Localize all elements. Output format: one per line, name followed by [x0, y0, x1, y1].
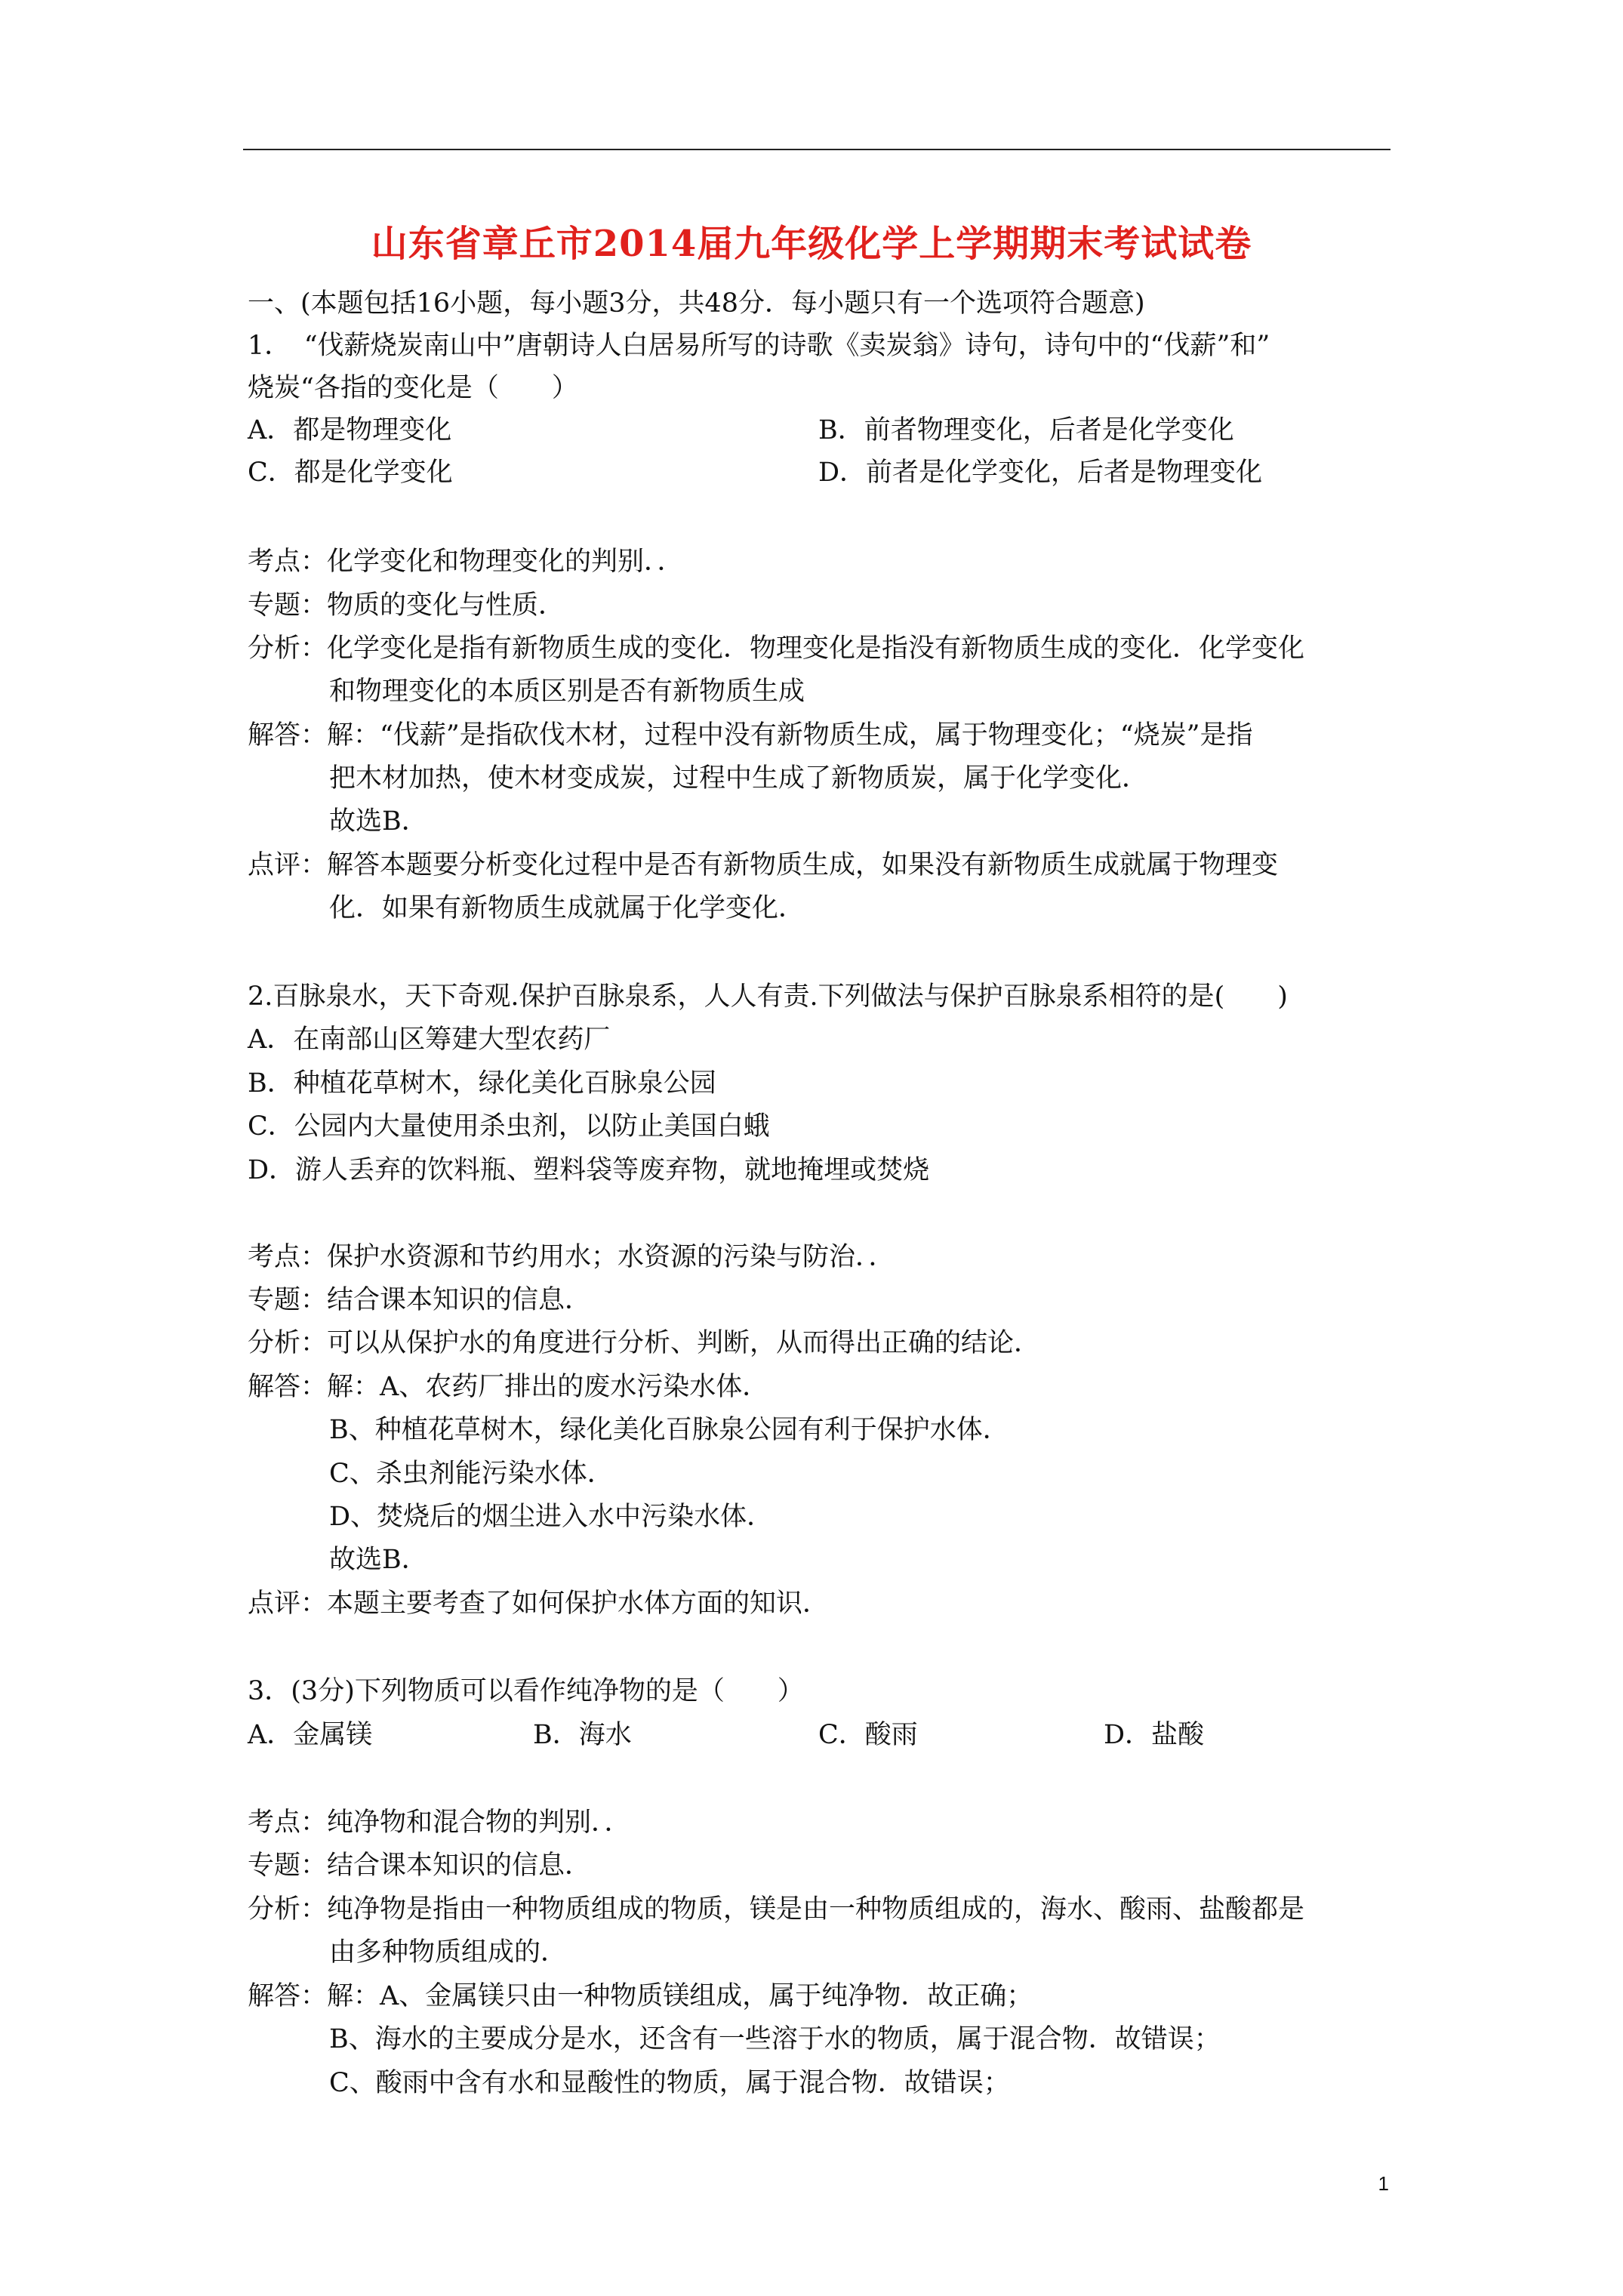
q3-kaodian: 考点：纯净物和混合物的判别．．	[248, 1808, 631, 1838]
q1-option-a: A．都是物理变化	[248, 415, 452, 445]
q3-option-d: D．盐酸	[1104, 1720, 1205, 1750]
q3-stem: 3．(3分)下列物质可以看作纯净物的是（ ）	[248, 1676, 804, 1706]
page-number: 1	[1378, 2172, 1389, 2195]
q2-zhuanti: 专题：结合课本知识的信息．	[248, 1285, 592, 1315]
q1-option-d: D．前者是化学变化，后者是物理变化	[818, 458, 1263, 488]
q1-option-b: B．前者物理变化，后者是化学变化	[818, 415, 1234, 445]
q3-option-b: B．海水	[533, 1720, 632, 1750]
q1-jieda-line1: 解答：解：“伐薪”是指砍伐木材，过程中没有新物质生成，属于物理变化；“烧炭”是指	[248, 720, 1253, 750]
q2-fenxi: 分析：可以从保护水的角度进行分析、判断，从而得出正确的结论．	[248, 1328, 1041, 1358]
q3-jieda-line3: C、酸雨中含有水和显酸性的物质，属于混合物．故错误；	[329, 2068, 1010, 2098]
q2-jieda-line3: C、杀虫剂能污染水体．	[329, 1459, 614, 1489]
q3-option-c: C．酸雨	[818, 1720, 918, 1750]
q1-dianping-line1: 点评：解答本题要分析变化过程中是否有新物质生成，如果没有新物质生成就属于物理变	[248, 850, 1279, 880]
q2-option-a: A．在南部山区筹建大型农药厂	[248, 1025, 611, 1055]
q3-zhuanti: 专题：结合课本知识的信息．	[248, 1851, 592, 1881]
q2-stem: 2.百脉泉水，天下奇观.保护百脉泉系，人人有责.下列做法与保护百脉泉系相符的是( )	[248, 982, 1288, 1012]
q1-option-c: C．都是化学变化	[248, 458, 453, 488]
q3-fenxi-line1: 分析：纯净物是指由一种物质组成的物质，镁是由一种物质组成的，海水、酸雨、盐酸都是	[248, 1894, 1305, 1925]
q1-jieda-line3: 故选B．	[329, 806, 428, 837]
q1-kaodian: 考点：化学变化和物理变化的判别．．	[248, 547, 684, 577]
q2-option-b: B．种植花草树木，绿化美化百脉泉公园	[248, 1068, 716, 1099]
q3-jieda-line1: 解答：解：A、金属镁只由一种物质镁组成，属于纯净物．故正确；	[248, 1981, 1033, 2011]
q1-stem-line1: 1． “伐薪烧炭南山中”唐朝诗人白居易所写的诗歌《卖炭翁》诗句，诗句中的“伐薪”和”	[248, 331, 1270, 361]
q3-fenxi-line2: 由多种物质组成的．	[329, 1937, 568, 1968]
q2-option-d: D．游人丢弃的饮料瓶、塑料袋等废弃物，就地掩埋或焚烧	[248, 1155, 930, 1185]
q2-jieda-line1: 解答：解：A、农药厂排出的废水污染水体．	[248, 1372, 769, 1402]
q1-jieda-line2: 把木材加热，使木材变成炭，过程中生成了新物质炭，属于化学变化．	[329, 763, 1149, 794]
q1-stem-line2: 烧炭“各指的变化是（ ）	[248, 373, 578, 403]
header-rule	[243, 149, 1390, 150]
q1-fenxi-line2: 和物理变化的本质区别是否有新物质生成	[329, 676, 805, 707]
q2-jieda-line4: D、焚烧后的烟尘进入水中污染水体．	[329, 1502, 774, 1532]
q3-jieda-line2: B、海水的主要成分是水，还含有一些溶于水的物质，属于混合物．故错误；	[329, 2024, 1221, 2054]
q2-jieda-line2: B、种植花草树木，绿化美化百脉泉公园有利于保护水体．	[329, 1415, 1009, 1445]
q1-dianping-line2: 化．如果有新物质生成就属于化学变化．	[329, 893, 805, 923]
q2-jieda-line5: 故选B．	[329, 1545, 428, 1575]
q2-kaodian: 考点：保护水资源和节约用水；水资源的污染与防治．．	[248, 1242, 895, 1272]
page-title: 山东省章丘市2014届九年级化学上学期期末考试试卷	[371, 223, 1252, 265]
section-heading: 一、(本题包括16小题，每小题3分，共48分．每小题只有一个选项符合题意)	[248, 288, 1145, 319]
q2-option-c: C．公园内大量使用杀虫剂，以防止美国白蛾	[248, 1111, 770, 1142]
q1-fenxi-line1: 分析：化学变化是指有新物质生成的变化．物理变化是指没有新物质生成的变化．化学变化	[248, 633, 1305, 664]
q3-option-a: A．金属镁	[248, 1720, 373, 1750]
q2-dianping: 点评：本题主要考查了如何保护水体方面的知识．	[248, 1589, 830, 1619]
q1-zhuanti: 专题：物质的变化与性质．	[248, 590, 565, 621]
